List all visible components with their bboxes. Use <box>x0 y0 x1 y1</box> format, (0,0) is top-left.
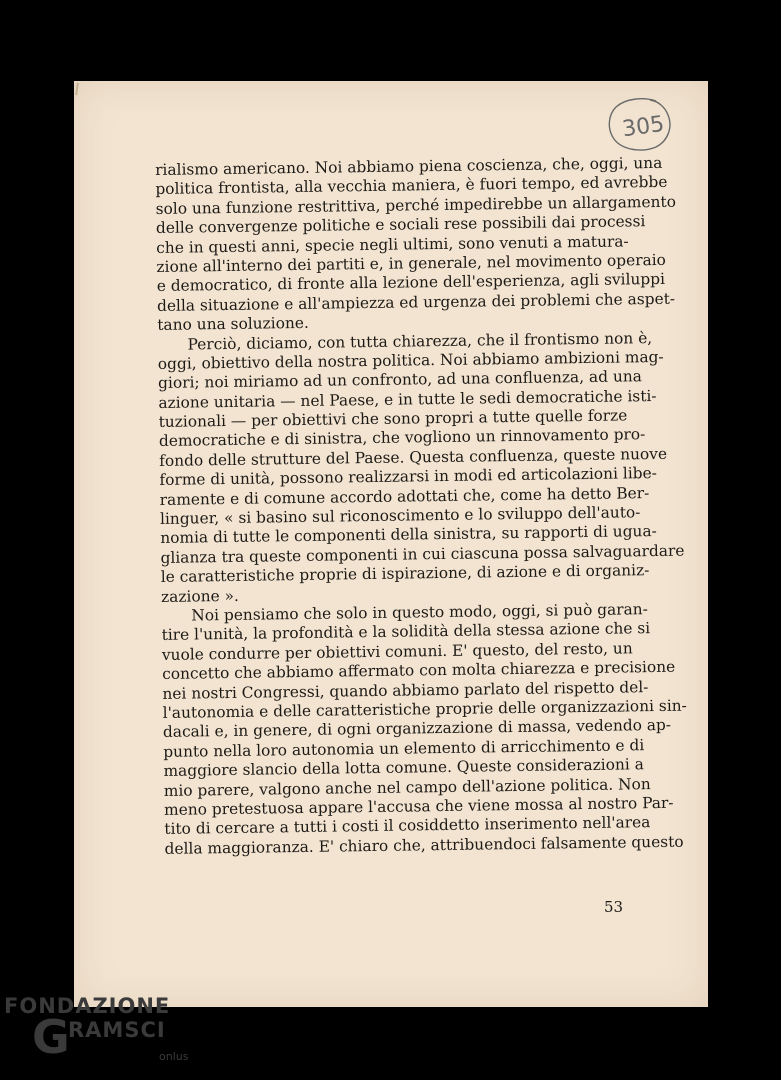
paragraph <box>161 600 687 859</box>
page-number: 53 <box>604 898 624 916</box>
text-line: zione all'interno dei partiti e, in generale, nel movimento operaio <box>156 250 667 276</box>
text-line: azione unitaria — nel Paese, e in tutte le sedi democratiche isti- <box>158 386 657 412</box>
text-line: tuzionali — per obiettivi che sono propri a tutte quelle forze <box>158 406 628 432</box>
text-line: meno pretestuosa appare l'accusa che viene mossa al nostro Par- <box>163 793 674 819</box>
logo-g-initial: G <box>32 1010 70 1064</box>
text-line: fondo delle strutture del Paese. Questa confluenza, queste nuove <box>159 444 668 470</box>
text-line: l'autonomia e delle caratteristiche proprie delle organizzazioni sin- <box>162 696 687 722</box>
text-line: della maggioranza. E' chiaro che, attribuendoci falsamente questo <box>164 832 684 858</box>
text-line: nei nostri Congressi, quando abbiamo parlato del rispetto del- <box>162 677 649 703</box>
logo-text-line1: FONDAZIONE <box>4 994 171 1018</box>
text-line: solo una funzione restrittiva, perché impedirebbe un allargamento <box>155 192 677 218</box>
text-line: concetto che abbiamo affermato con molta chiarezza e precisione <box>162 657 676 684</box>
text-line: forme di unità, possono realizzarsi in modi ed articolazioni libe- <box>159 464 657 490</box>
text-line: tito di cercare a tutti i costi il cosiddetto inserimento nell'area <box>164 813 651 839</box>
text-line: punto nella loro autonomia un elemento di arricchimento e di <box>163 735 645 761</box>
logo-text-line2: RAMSCI <box>68 1018 166 1042</box>
text-line: nomia di tutte le componenti della sinistra, su rapporti di ugua- <box>160 522 657 548</box>
text-line: glianza tra queste componenti in cui ciascuna possa salvaguardare <box>160 541 685 567</box>
text-line: dacali e, in genere, di ogni organizzazione di massa, vedendo ap- <box>162 716 672 742</box>
text-line: Perciò, diciamo, con tutta chiarezza, che il frontismo non è, <box>187 328 653 354</box>
text-line: delle convergenze politiche e sociali rese possibili dai processi <box>155 212 646 238</box>
text-line: tire l'unità, la profondità e la solidità della stessa azione che si <box>161 619 651 645</box>
text-line: oggi, obiettivo della nostra politica. Noi abbiamo ambizioni mag- <box>157 347 664 373</box>
text-line: politica frontista, alla vecchia maniera, è fuori tempo, ed avrebbe <box>155 173 668 199</box>
text-line: della situazione e all'ampiezza ed urgenza dei problemi che aspet- <box>156 289 676 315</box>
archive-number-stamp <box>606 95 674 155</box>
text-line: maggiore slancio della lotta comune. Queste considerazioni a <box>163 755 644 781</box>
document-page <box>74 81 708 1007</box>
text-line: zazione ». <box>160 586 240 606</box>
paragraph <box>157 328 685 607</box>
text-line: linguer, « si basino sul riconoscimento e lo sviluppo dell'auto- <box>159 503 641 528</box>
text-line: democratiche e di sinistra, che vogliono un rinnovamento pro- <box>158 425 646 451</box>
text-line: rialismo americano. Noi abbiamo piena coscienza, che, oggi, una <box>155 153 663 179</box>
text-line: e democratico, di fronte alla lezione dell'esperienza, agli sviluppi <box>156 270 666 296</box>
body-text <box>155 153 687 859</box>
text-line: ramente e di comune accordo adottati che, come ha detto Ber- <box>159 483 650 509</box>
text-line: mio parere, valgono anche nel campo dell'azione politica. Non <box>163 774 651 800</box>
stamp-number: 305 <box>620 111 666 143</box>
text-line: tano una soluzione. <box>157 313 309 335</box>
paragraph <box>155 153 677 335</box>
page-corner-mark <box>75 83 87 95</box>
text-line: che in questi anni, specie negli ultimi, sono venuti a matura- <box>156 231 629 257</box>
text-line: vuole condurre per obiettivi comuni. E' questo, del resto, un <box>161 639 633 664</box>
logo-suffix: onlus <box>159 1050 189 1063</box>
text-line: giori; noi miriamo ad un confronto, ad una confluenza, ad una <box>157 367 643 393</box>
fondazione-gramsci-logo <box>4 994 204 1074</box>
text-line: Noi pensiamo che solo in questo modo, oggi, si può garan- <box>191 600 648 625</box>
archive-stamp-graphic <box>606 95 674 155</box>
text-line: le caratteristiche proprie di ispirazione, di azione e di organiz- <box>160 561 650 587</box>
